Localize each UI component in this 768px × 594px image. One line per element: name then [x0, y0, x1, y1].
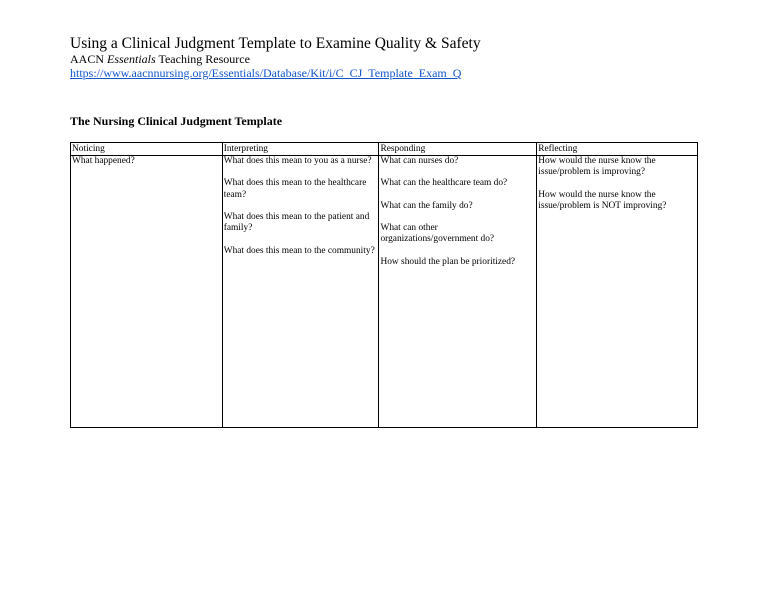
- document-subtitle: [70, 52, 250, 66]
- question-responding-1: What can nurses do?: [380, 156, 459, 166]
- document-title: Using a Clinical Judgment Template to Examine Quality & Safety: [70, 35, 481, 52]
- question-reflecting-2: How would the nurse know the issue/problem is NOT improving?: [538, 189, 667, 211]
- header-noticing: Noticing: [71, 143, 223, 156]
- question-responding-2: What can the healthcare team do?: [380, 178, 508, 189]
- cell-noticing[interactable]: [71, 156, 223, 428]
- question-interpreting-4: What does this mean to the community?: [223, 245, 375, 256]
- cell-reflecting[interactable]: [537, 156, 698, 428]
- header-interpreting: Interpreting: [222, 143, 379, 156]
- cell-interpreting[interactable]: [222, 156, 379, 428]
- question-noticing-1: What happened?: [72, 156, 135, 166]
- question-responding-5: How should the plan be prioritized?: [380, 256, 516, 267]
- section-heading: The Nursing Clinical Judgment Template: [70, 114, 283, 128]
- subtitle-emphasis: Essentials: [107, 52, 156, 66]
- question-interpreting-3: What does this mean to the patient and family?: [223, 211, 370, 234]
- table-header-row: [71, 143, 698, 156]
- question-responding-3: What can the family do?: [380, 200, 473, 211]
- header-reflecting: Reflecting: [537, 143, 698, 156]
- clinical-judgment-table: [70, 142, 698, 428]
- subtitle-suffix: Teaching Resource: [155, 52, 250, 66]
- resource-link[interactable]: https://www.aacnnursing.org/Essentials/Database/Kit/i/C_CJ_Template_Exam_Q: [70, 66, 462, 80]
- question-interpreting-2: What does this mean to the healthcare team?: [223, 178, 367, 200]
- table-row: [71, 156, 698, 428]
- question-interpreting-1: What does this mean to you as a nurse?: [223, 156, 372, 166]
- question-responding-4: What can other organizations/government do?: [380, 223, 495, 245]
- cell-responding[interactable]: [379, 156, 537, 428]
- header-responding: Responding: [379, 143, 537, 156]
- subtitle-prefix: AACN: [70, 52, 108, 66]
- question-reflecting-1: How would the nurse know the issue/problem is improving?: [538, 156, 656, 178]
